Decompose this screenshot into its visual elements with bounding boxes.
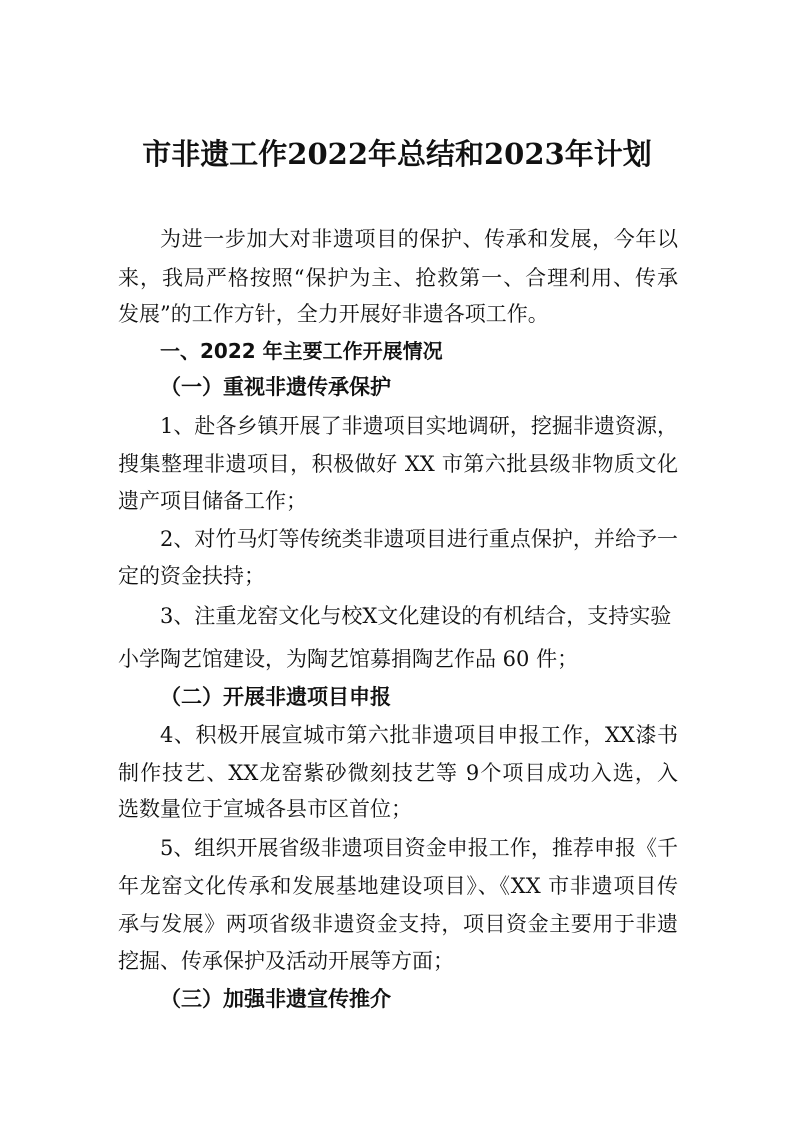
item-4-line-1: 4、积极开展宣城市第六批非遗项目申报工作，XX漆书 <box>160 723 678 747</box>
subsection-3-heading: （三）加强非遗宣传推介 <box>160 986 391 1011</box>
intro-line-1: 为进一步加大对非遗项目的保护、传承和发展，今年以 <box>160 227 678 251</box>
item-1-line-1: 1、赴各乡镇开展了非遗项目实地调研，挖掘非遗资源， <box>160 414 678 438</box>
item-1-line-2: 搜集整理非遗项目，积极做好 XX 市第六批县级非物质文化 <box>118 452 678 476</box>
item-3-line-2: 小学陶艺馆建设，为陶艺馆募捐陶艺作品 60 件； <box>118 647 579 671</box>
document-title: 市非遗工作2022年总结和2023年计划 <box>142 137 652 171</box>
section-1-heading: 一、2022 年主要工作开展情况 <box>160 339 443 363</box>
item-4-line-3: 选数量位于宣城各县市区首位； <box>118 797 412 821</box>
item-2-line-1: 2、对竹马灯等传统类非遗项目进行重点保护，并给予一 <box>160 527 678 551</box>
item-5-line-3: 承与发展》两项省级非遗资金支持，项目资金主要用于非遗 <box>118 912 678 936</box>
item-5-line-2: 年龙窑文化传承和发展基地建设项目》、《XX 市非遗项目传 <box>118 874 678 898</box>
item-3-line-1: 3、注重龙窑文化与校X文化建设的有机结合，支持实验 <box>160 604 672 628</box>
item-4-line-2: 制作技艺、XX龙窑紫砂微刻技艺等 9个项目成功入选，入 <box>118 761 678 785</box>
subsection-1-heading: （一）重视非遗传承保护 <box>160 374 391 399</box>
item-1-line-3: 遗产项目储备工作； <box>118 489 307 513</box>
subsection-2-heading: （二）开展非遗项目申报 <box>160 684 391 709</box>
item-5-line-1: 5、组织开展省级非遗项目资金申报工作，推荐申报《千 <box>160 836 678 860</box>
intro-line-2: 来，我局严格按照“保护为主、抢救第一、合理利用、传承 <box>118 266 678 290</box>
item-2-line-2: 定的资金扶持； <box>118 564 265 588</box>
intro-line-3: 发展”的工作方针，全力开展好非遗各项工作。 <box>118 302 549 326</box>
item-5-line-4: 挖掘、传承保护及活动开展等方面； <box>118 949 454 973</box>
